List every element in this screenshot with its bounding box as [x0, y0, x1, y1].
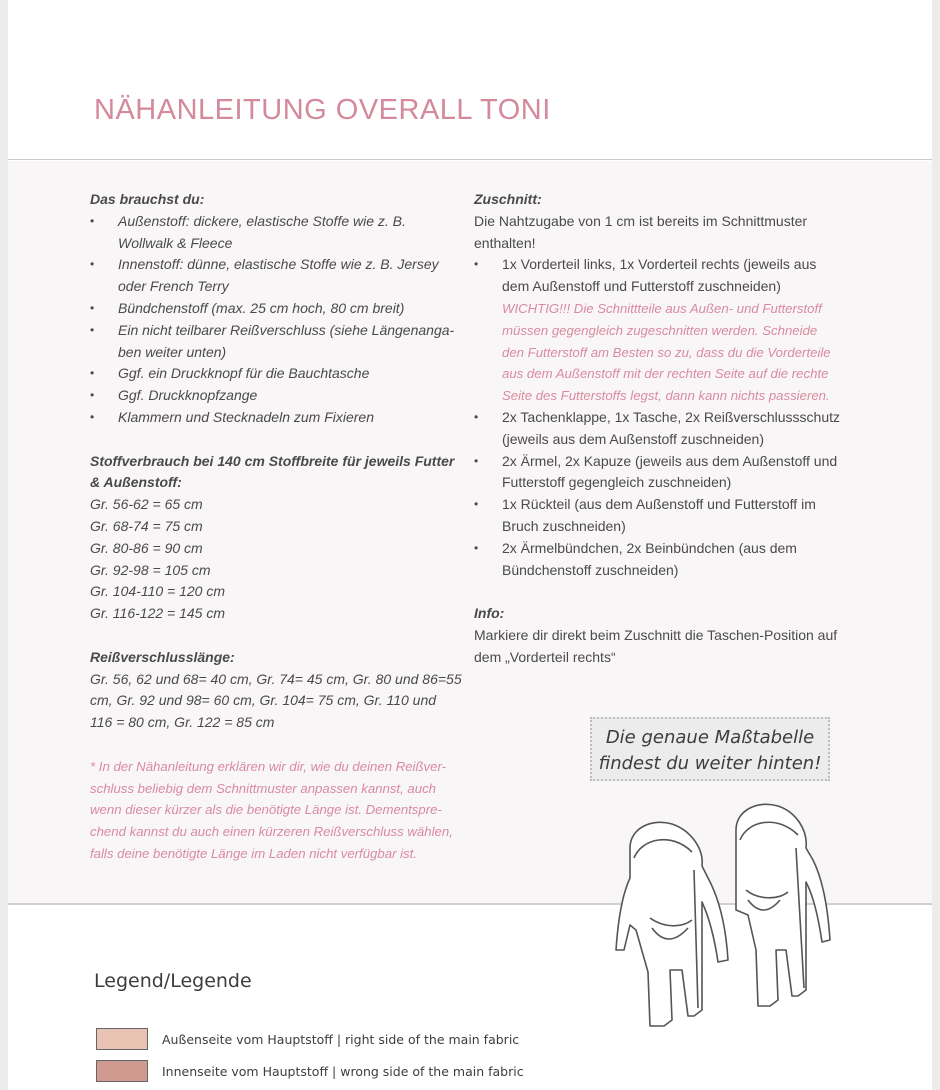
content-panel	[8, 161, 932, 905]
callout-line: findest du weiter hinten!	[598, 753, 822, 774]
needs-item: • Innenstoff: dünne, elastische Stoffe wie z. B. Jersey oder French Terry	[90, 254, 462, 298]
fabric-row: Gr. 104-110 = 120 cm	[90, 583, 226, 600]
overall-front-figure	[616, 822, 728, 1026]
left-column	[90, 189, 462, 865]
page-header	[8, 0, 932, 160]
cut-warning: WICHTIG!!! Die Schnittteile aus Außen- und Futterstoff müssen gegengleich zugeschnitten werden. Schneide den Futterstoff am Besten so zu, dass du die Vorderteile aus dem Außenstoff mit der rechten Seite auf die rechte Seite des Futterstoffs legst, dann kann nichts passieren.	[502, 300, 831, 404]
overall-back-figure	[736, 804, 830, 1006]
fabric-row: Gr. 56-62 = 65 cm	[90, 496, 203, 513]
cut-list	[474, 254, 842, 581]
needs-list	[90, 211, 462, 429]
zip-lengths: Gr. 56, 62 und 68= 40 cm, Gr. 74= 45 cm, Gr. 80 und 86=55 cm, Gr. 92 und 98= 60 cm, Gr. 104= 75 cm, Gr. 110 und 116 = 80 cm, Gr. 122 = 85 cm	[90, 670, 462, 731]
info-heading: Info:	[474, 605, 505, 622]
zip-note: * In der Nähanleitung erklären wir dir, wie du deinen Reißver-schluss beliebig dem Schnittmuster anpassen kannst, auch wenn dieser kürzer als die benötigte Länge ist. Dementspre-chend kannst du auch einen kürzeren Reißverschluss wählen, falls deine benötigte Länge im Laden nicht verfügbar ist.	[90, 758, 453, 861]
legend-label: Innenseite vom Hauptstoff | wrong side of the main fabric	[162, 1063, 524, 1079]
needs-item: • Bündchenstoff (max. 25 cm hoch, 80 cm breit)	[90, 298, 462, 320]
right-column	[474, 189, 842, 669]
needs-item: • Ggf. Druckknopfzange	[90, 385, 462, 407]
fabric-heading: Stoffverbrauch bei 140 cm Stoffbreite für jeweils Futter & Außenstoff:	[90, 452, 455, 491]
cut-item: • 2x Tachenklappe, 1x Tasche, 2x Reißverschlussschutz (jeweils aus dem Außenstoff zuschneiden)	[474, 407, 842, 451]
fabric-row: Gr. 92-98 = 105 cm	[90, 561, 211, 578]
cut-item: • 1x Rückteil (aus dem Außenstoff und Futterstoff im Bruch zuschneiden)	[474, 494, 842, 538]
fabric-row: Gr. 80-86 = 90 cm	[90, 539, 203, 556]
needs-item: • Ggf. ein Druckknopf für die Bauchtasche	[90, 363, 462, 385]
legend-title: Legend/Legende	[94, 970, 252, 992]
needs-item: • Ein nicht teilbarer Reißverschluss (siehe Längenanga-ben weiter unten)	[90, 320, 462, 364]
overall-illustration	[608, 800, 838, 1040]
zip-heading: Reißverschlusslänge:	[90, 648, 235, 665]
legend-swatch-right-side	[96, 1028, 148, 1050]
page-title: NÄHANLEITUNG OVERALL TONI	[94, 94, 551, 126]
fabric-row: Gr. 116-122 = 145 cm	[90, 605, 226, 622]
info-text: Markiere dir direkt beim Zuschnitt die Taschen-Position auf dem „Vorderteil rechts“	[474, 626, 838, 665]
legend-swatch-wrong-side	[96, 1060, 148, 1082]
size-table-callout	[590, 717, 830, 781]
callout-line: Die genaue Maßtabelle	[605, 727, 815, 748]
legend-row	[96, 1027, 519, 1051]
needs-item: • Klammern und Stecknadeln zum Fixieren	[90, 407, 462, 429]
fabric-row: Gr. 68-74 = 75 cm	[90, 517, 203, 534]
cut-item: • 2x Ärmelbündchen, 2x Beinbündchen (aus dem Bündchenstoff zuschneiden)	[474, 538, 842, 582]
cut-intro: Die Nahtzugabe von 1 cm ist bereits im Schnittmuster enthalten!	[474, 212, 808, 251]
needs-item: • Außenstoff: dickere, elastische Stoffe wie z. B. Wollwalk & Fleece	[90, 211, 462, 255]
page	[8, 0, 932, 1090]
cut-item-text: 1x Vorderteil links, 1x Vorderteil rechts (jeweils aus dem Außenstoff und Futterstoff zuschneiden)	[502, 256, 817, 295]
cut-item	[474, 254, 842, 407]
legend-row	[96, 1059, 524, 1083]
legend-label: Außenseite vom Hauptstoff | right side of the main fabric	[162, 1031, 520, 1047]
needs-heading: Das brauchst du:	[90, 191, 205, 207]
cut-item: • 2x Ärmel, 2x Kapuze (jeweils aus dem Außenstoff und Futterstoff gegengleich zuschneiden)	[474, 451, 842, 495]
cut-heading: Zuschnitt:	[474, 191, 542, 207]
